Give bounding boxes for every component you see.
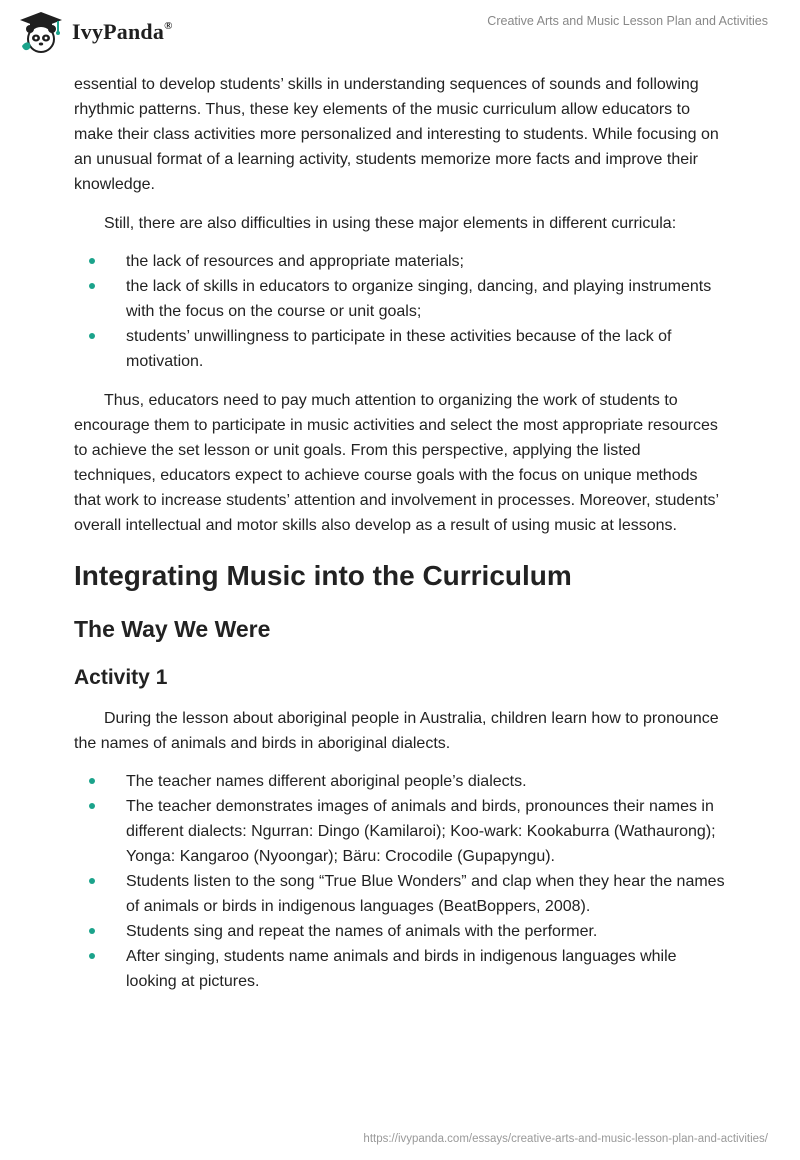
section-heading: Integrating Music into the Curriculum — [74, 560, 572, 591]
list-item: Students listen to the song “True Blue Wonders” and clap when they hear the names of animals or birds in indigenous languages (BeatBoppers, 2008). — [74, 869, 726, 919]
source-url-link[interactable]: https://ivypanda.com/essays/creative-arts-and-music-lesson-plan-and-activities/ — [363, 1133, 768, 1145]
list-item: the lack of resources and appropriate materials; — [74, 249, 726, 274]
paragraph: Still, there are also difficulties in using these major elements in different curricula: — [104, 215, 677, 232]
page-header — [0, 0, 800, 70]
list-item: The teacher names different aboriginal people’s dialects. — [74, 769, 726, 794]
brand-name: IvyPanda® — [72, 19, 173, 44]
list-item: The teacher demonstrates images of animals and birds, pronounces their names in different dialects: Ngurran: Dingo (Kamilaroi); Koo-wark: Kookaburra (Wathaurong); Yonga: Kangaroo (Nyoongar); Bäru: Crocodile (Gupapyngu). — [74, 794, 726, 869]
list-item: the lack of skills in educators to organize singing, dancing, and playing instruments with the focus on the course or unit goals; — [74, 274, 726, 324]
list-item: Students sing and repeat the names of animals with the performer. — [74, 919, 726, 944]
paragraph: essential to develop students’ skills in understanding sequences of sounds and following rhythmic patterns. Thus, these key elements of the music curriculum allow educators to make their class activities more personalized and interesting to students. While focusing on an unusual format of a learning activity, students memorize more facts and improve their knowledge. — [74, 76, 719, 193]
document-title: Creative Arts and Music Lesson Plan and Activities — [487, 14, 768, 28]
essay-content — [74, 72, 726, 994]
subsection-heading: The Way We Were — [74, 616, 271, 642]
ivypanda-logo[interactable] — [16, 10, 173, 54]
activity-heading: Activity 1 — [74, 666, 168, 689]
panda-graduate-icon — [16, 10, 66, 54]
paragraph: During the lesson about aboriginal people in Australia, children learn how to pronounce the names of animals and birds in aboriginal dialects. — [74, 710, 719, 752]
list-item: After singing, students name animals and birds in indigenous languages while looking at pictures. — [74, 944, 726, 994]
bullet-list — [74, 249, 726, 374]
list-item: students’ unwillingness to participate in these activities because of the lack of motivation. — [74, 324, 726, 374]
paragraph: Thus, educators need to pay much attention to organizing the work of students to encourage them to participate in music activities and select the most appropriate resources to achieve the set lesson or unit goals. From this perspective, applying the listed techniques, educators expect to achieve course goals with the focus on unique methods that work to increase students’ attention and involvement in processes. Moreover, students’ overall intellectual and motor skills also develop as a result of using music at lessons. — [74, 392, 719, 534]
bullet-list — [74, 769, 726, 994]
